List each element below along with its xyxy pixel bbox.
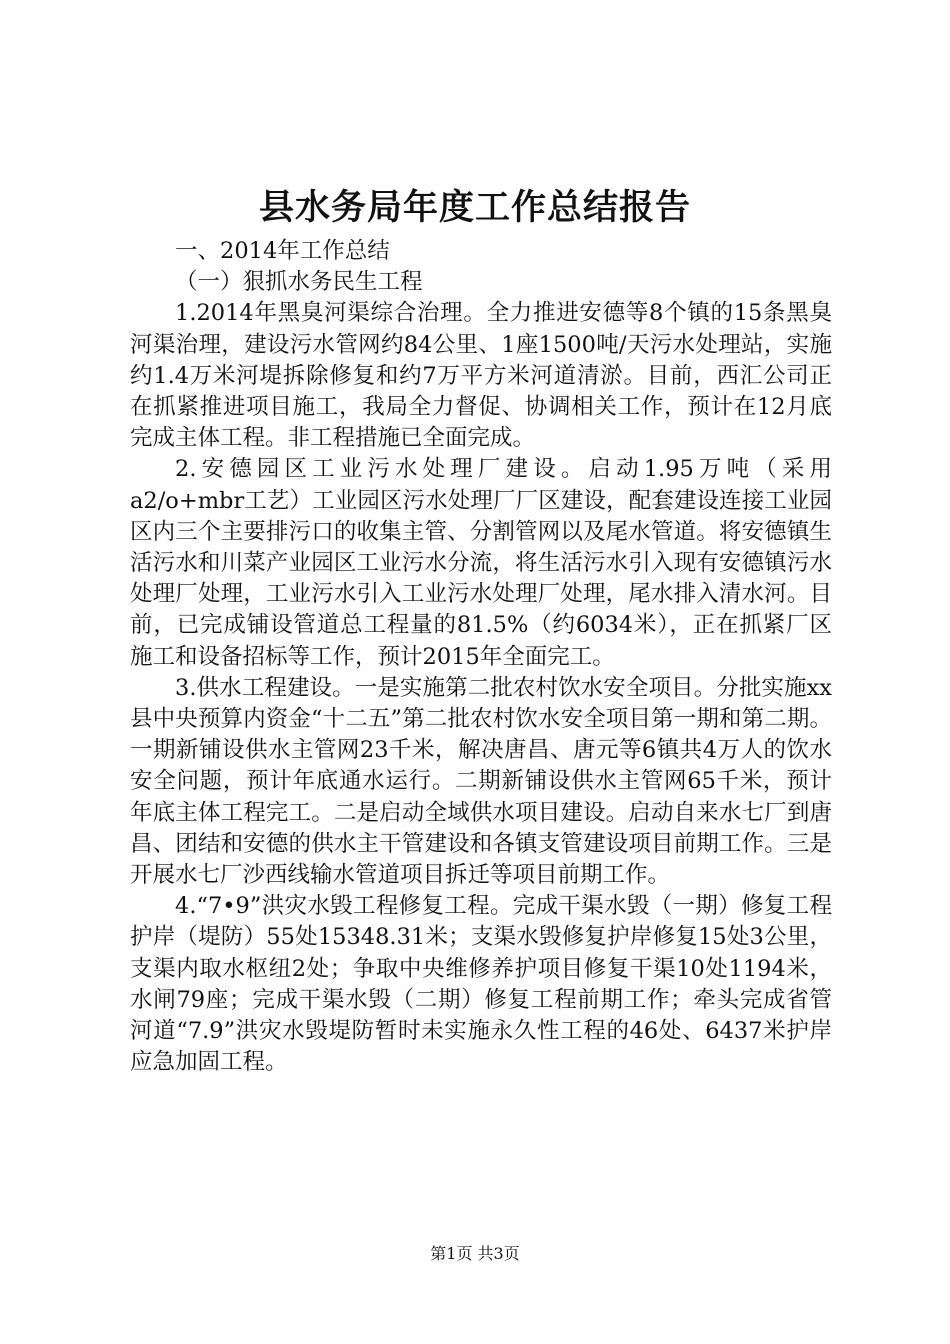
section-heading: 一、2014年工作总结: [175, 238, 390, 264]
document-body: [130, 236, 832, 1078]
paragraph-2: 2.安德园区工业污水处理厂建设。启动1.95万吨（采用a2/o+mbr工艺）工业园区污水处理厂厂区建设，配套建设连接工业园区内三个主要排污口的收集主管、分割管网以及尾水管道。将安德镇生活污水和川菜产业园区工业污水分流，将生活污水引入现有安德镇污水处理厂处理，工业污水引入工业污水处理厂处理，尾水排入清水河。目前，已完成铺设管道总工程量的81.5%（约6034米），正在抓紧厂区施工和设备招标等工作，预计2015年全面完工。: [130, 456, 832, 670]
paragraph-1: 1.2014年黑臭河渠综合治理。全力推进安德等8个镇的15条黑臭河渠治理，建设污水管网约84公里、1座1500吨/天污水处理站，实施约1.4万米河堤拆除修复和约7万平方米河道清淤。目前，西汇公司正在抓紧推进项目施工，我局全力督促、协调相关工作，预计在12月底完成主体工程。非工程措施已全面完成。: [130, 300, 832, 452]
subsection-heading: （一）狠抓水务民生工程: [175, 269, 423, 296]
page-footer: 第1页 共3页: [430, 1244, 520, 1263]
document-title: 县水务局年度工作总结报告: [258, 187, 691, 228]
paragraph-4: 4.“7•9”洪灾水毁工程修复工程。完成干渠水毁（一期）修复工程护岸（堤防）55处15348.31米；支渠水毁修复护岸修复15处3公里，支渠内取水枢纽2处；争取中央维修养护项目修复干渠10处1194米，水闸79座；完成干渠水毁（二期）修复工程前期工作；牵头完成省管河道“7.9”洪灾水毁堤防暂时未实施永久性工程的46处、6437米护岸应急加固工程。: [130, 893, 832, 1076]
paragraph-3: 3.供水工程建设。一是实施第二批农村饮水安全项目。分批实施xx县中央预算内资金“十二五”第二批农村饮水安全项目第一期和第二期。一期新铺设供水主管网23千米，解决唐昌、唐元等6镇共4万人的饮水安全问题，预计年底通水运行。二期新铺设供水主管网65千米，预计年底主体工程完工。二是启动全域供水项目建设。启动自来水七厂到唐昌、团结和安德的供水主干管建设和各镇支管建设项目前期工作。三是开展水七厂沙西线输水管道项目拆迁等项目前期工作。: [130, 674, 832, 889]
